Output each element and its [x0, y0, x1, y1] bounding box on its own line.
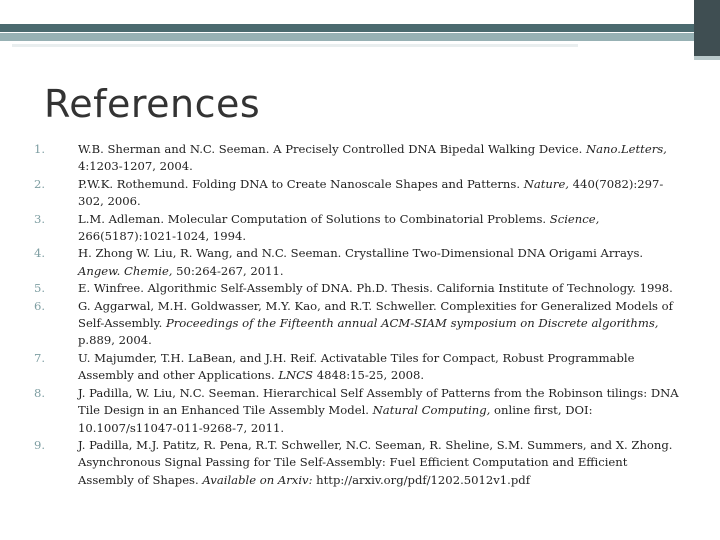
corner-block	[694, 0, 720, 56]
reference-venue: Angew. Chemie,	[78, 263, 173, 278]
reference-text	[78, 176, 684, 211]
reference-text	[78, 350, 684, 385]
reference-list	[34, 141, 684, 489]
reference-item	[34, 280, 684, 297]
reference-item	[34, 350, 684, 385]
reference-details: 4848:15-25, 2008.	[313, 368, 425, 383]
reference-number: 7.	[34, 350, 46, 365]
slide-title: References	[44, 82, 261, 126]
reference-details: http://arxiv.org/pdf/1202.5012v1.pdf	[312, 472, 531, 487]
reference-details: 440(7082):297-302, 2006.	[78, 176, 664, 209]
slide-header-band	[0, 0, 720, 24]
reference-text	[78, 245, 684, 280]
reference-venue: Available on Arxiv:	[202, 472, 313, 487]
reference-number: 6.	[34, 298, 46, 313]
reference-authors-title: J. Padilla, W. Liu, N.C. Seeman. Hierarchical Self Assembly of Patterns from the Robinson tilings: DNA Tile Design in an Enhanced Tile Assembly Model.	[78, 385, 679, 418]
reference-number: 1.	[34, 142, 46, 156]
reference-item	[34, 245, 684, 280]
reference-text	[78, 385, 684, 437]
reference-number: 4.	[34, 246, 46, 261]
reference-text	[78, 298, 684, 350]
reference-authors-title: L.M. Adleman. Molecular Computation of Solutions to Combinatorial Problems.	[78, 211, 550, 226]
reference-number: 5.	[34, 281, 46, 296]
reference-venue: Science,	[549, 211, 600, 226]
reference-venue: Proceedings of the Fifteenth annual ACM-SIAM symposium on Discrete algorithms,	[165, 316, 659, 331]
reference-authors-title: H. Zhong W. Liu, R. Wang, and N.C. Seeman. Crystalline Two-Dimensional DNA Origami Arrays.	[78, 246, 644, 261]
reference-venue: Natural Computing,	[372, 403, 491, 418]
reference-item	[34, 141, 684, 176]
reference-item	[34, 176, 684, 211]
reference-authors-title: U. Majumder, T.H. LaBean, and J.H. Reif. Activatable Tiles for Compact, Robust Programmable Assembly and other Applications.	[78, 350, 635, 383]
reference-text	[78, 437, 684, 489]
reference-authors-title: P.W.K. Rothemund. Folding DNA to Create Nanoscale Shapes and Patterns.	[78, 176, 524, 191]
reference-text	[78, 211, 684, 246]
corner-block-light	[694, 56, 720, 60]
reference-details: 4:1203-1207, 2004.	[78, 159, 193, 174]
reference-venue: Nature,	[523, 176, 569, 191]
reference-authors-title: E. Winfree. Algorithmic Self-Assembly of DNA. Ph.D. Thesis. California Institute of Technology. 1998.	[78, 281, 673, 296]
reference-venue: LNCS	[278, 368, 314, 383]
reference-details: 50:264-267, 2011.	[172, 263, 284, 278]
reference-details: 266(5187):1021-1024, 1994.	[78, 229, 247, 244]
reference-details: p.889, 2004.	[78, 333, 152, 348]
reference-venue: Nano.Letters,	[585, 142, 667, 156]
reference-item	[34, 298, 684, 350]
reference-number: 9.	[34, 437, 46, 452]
reference-authors-title: W.B. Sherman and N.C. Seeman. A Precisely Controlled DNA Bipedal Walking Device.	[78, 142, 586, 156]
reference-number: 2.	[34, 176, 46, 191]
reference-item	[34, 385, 684, 437]
reference-text	[78, 280, 684, 297]
header-bar-light	[0, 33, 694, 41]
reference-item	[34, 437, 684, 489]
reference-text	[78, 141, 684, 176]
reference-details: online first, DOI: 10.1007/s11047-011-9268-7, 2011.	[78, 403, 593, 435]
reference-item	[34, 211, 684, 246]
reference-number: 8.	[34, 385, 46, 400]
reference-number: 3.	[34, 211, 46, 226]
header-bar-dark	[0, 24, 694, 32]
header-accent-strip	[12, 44, 578, 47]
reference-authors-title: J. Padilla, M.J. Patitz, R. Pena, R.T. Schweller, N.C. Seeman, R. Sheline, S.M. Summers, and X. Zhong. Asynchronous Signal Passing for Tile Self-Assembly: Fuel Efficient Computation and Efficient Assembly of Shapes.	[78, 437, 673, 487]
reference-authors-title: G. Aggarwal, M.H. Goldwasser, M.Y. Kao, and R.T. Schweller. Complexities for Generalized Models of Self-Assembly.	[78, 298, 673, 331]
